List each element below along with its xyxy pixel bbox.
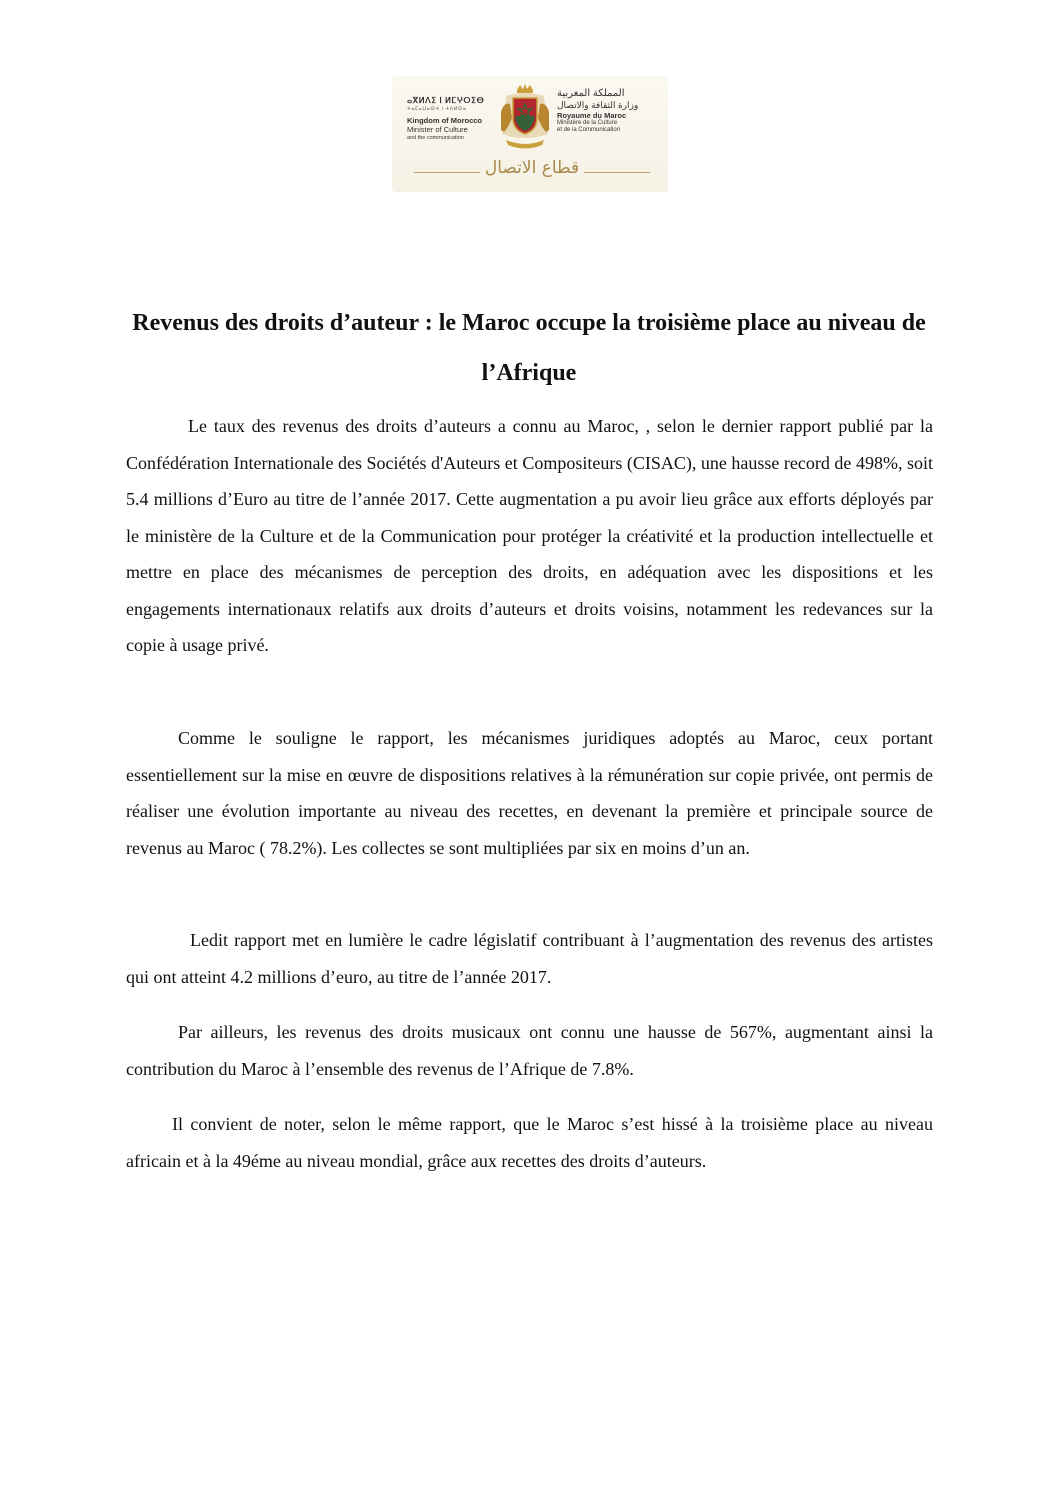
tifinagh-line: ⴰⴳⵍⴷⵉ ⵏ ⵍⵎⵖⵔⵉⴱ	[407, 96, 485, 105]
kingdom-label-ar: المملكة المغربية	[557, 88, 625, 99]
kingdom-label-fr: Royaume du Maroc	[557, 111, 627, 120]
paragraph-2: Comme le souligne le rapport, les mécanismes juridiques adoptés au Maroc, ceux portant essentiellement sur la mise en œuvre de dispositions relatives à la rémunération sur copie privée, ont permis de réaliser une évolution importante au niveau des recettes, en devenant la première et principale source de revenus au Maroc ( 78.2%). Les collectes se sont multipliées par six en moins d’un an.	[126, 728, 933, 858]
ministry-label-fr: Ministère de la Culture	[557, 120, 618, 126]
sector-divider-left	[414, 172, 480, 173]
kingdom-label-en: Kingdom of Morocco	[407, 116, 482, 125]
paragraph-3: Ledit rapport met en lumière le cadre législatif contribuant à l’augmentation des revenus des artistes qui ont atteint 4.2 millions d’euro, au titre de l’année 2017.	[126, 930, 933, 987]
coat-of-arms-icon	[498, 82, 552, 152]
document-title: Revenus des droits d’auteur : le Maroc occupe la troisième place au niveau de l’Afrique	[132, 310, 926, 386]
sector-divider-right	[584, 172, 650, 173]
letterhead-left-block	[407, 96, 495, 143]
ministry-sublabel-fr: et de la Communication	[557, 127, 621, 133]
tifinagh-subline: ⵜⴰⵎⴰⵡⴰⵙⵜ ⵏ ⵜⴷⵍⵙⴰ	[407, 106, 467, 112]
ministry-label-ar: وزارة الثقافة والاتصال	[557, 100, 639, 110]
paragraph-4: Par ailleurs, les revenus des droits musicaux ont connu une hausse de 567%, augmentant ainsi la contribution du Maroc à l’ensemble des revenus de l’Afrique de 7.8%.	[126, 1022, 933, 1079]
sector-label: قطاع الاتصال	[484, 158, 580, 178]
letterhead-right-block	[557, 88, 657, 134]
letterhead	[392, 76, 668, 192]
ministry-sublabel-en: and the communication	[407, 135, 464, 141]
ministry-label-en: Minister of Culture	[407, 125, 468, 134]
paragraph-5: Il convient de noter, selon le même rapport, que le Maroc s’est hissé à la troisième place au niveau africain et à la 49éme au niveau mondial, grâce aux recettes des droits d’auteurs.	[126, 1114, 933, 1171]
paragraph-1: Le taux des revenus des droits d’auteurs a connu au Maroc, , selon le dernier rapport publié par la Confédération Internationale des Sociétés d'Auteurs et Compositeurs (CISAC), une hausse record de 498%, soit 5.4 millions d’Euro au titre de l’année 2017. Cette augmentation a pu avoir lieu grâce aux efforts déployés par le ministère de la Culture et de la Communication pour protéger la créativité et la production intellectuelle et mettre en place des mécanismes de perception des droits, en adéquation avec les dispositions et les engagements internationaux relatifs aux droits d’auteurs et droits voisins, notamment les redevances sur la copie à usage privé.	[126, 416, 933, 655]
